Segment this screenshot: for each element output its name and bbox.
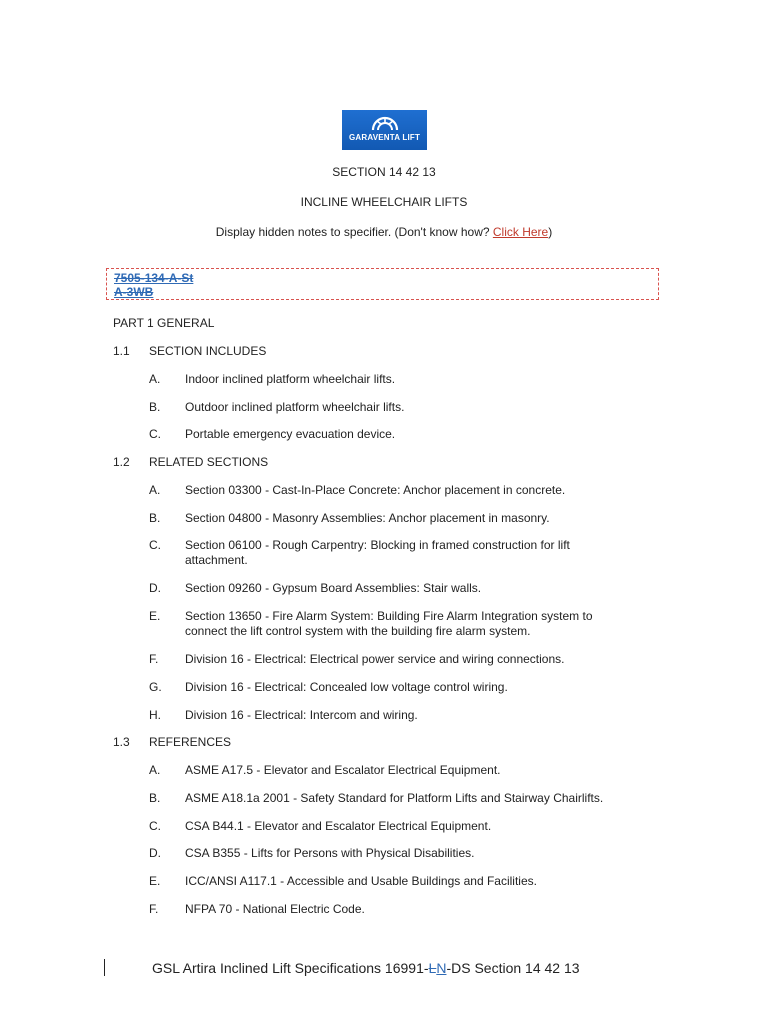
list-item-letter: B. [149, 400, 161, 414]
list-item-letter: C. [149, 819, 161, 833]
list-item: Portable emergency evacuation device. [185, 427, 396, 441]
list-item: ICC/ANSI A117.1 - Accessible and Usable Buildings and Facilities. [185, 874, 537, 888]
list-item: Outdoor inclined platform wheelchair lifts. [185, 400, 405, 414]
list-item: Section 03300 - Cast-In-Place Concrete: Anchor placement in concrete. [185, 483, 566, 497]
list-item-letter: A. [149, 763, 161, 777]
cursor-bar [104, 959, 105, 976]
list-item: Section 06100 - Rough Carpentry: Blocking in framed construction for lift attachment. [185, 538, 570, 567]
list-item-letter: E. [149, 874, 161, 888]
hidden-notes-prefix: Display hidden notes to specifier. (Don't know how? [215, 225, 493, 239]
section-1-3-title: REFERENCES [149, 735, 232, 749]
list-item-letter: C. [149, 427, 161, 441]
list-item: Section 13650 - Fire Alarm System: Building Fire Alarm Integration system to connect the lift control system with the building fire alarm system. [185, 609, 593, 638]
lift-logo-icon [370, 114, 400, 132]
section-1-3-number: 1.3 [113, 735, 130, 749]
list-item: Indoor inclined platform wheelchair lifts. [185, 372, 396, 386]
list-item: Division 16 - Electrical: Concealed low voltage control wiring. [185, 680, 508, 694]
footer-inserted-text: N [436, 960, 447, 976]
hidden-notes-line [0, 225, 768, 239]
list-item-letter: A. [149, 483, 161, 497]
list-item-letter: G. [149, 680, 162, 694]
list-item-letter: D. [149, 581, 161, 595]
footer-suffix: -DS Section 14 42 13 [446, 960, 580, 976]
list-item: Section 09260 - Gypsum Board Assemblies: Stair walls. [185, 581, 482, 595]
section-1-2-number: 1.2 [113, 455, 130, 469]
section-1-1-title: SECTION INCLUDES [149, 344, 267, 358]
list-item-letter: D. [149, 846, 161, 860]
list-item-letter: H. [149, 708, 161, 722]
list-item-letter: A. [149, 372, 161, 386]
hidden-notes-suffix: ) [548, 225, 553, 239]
section-title: INCLINE WHEELCHAIR LIFTS [300, 195, 468, 209]
list-item-letter: E. [149, 609, 161, 623]
list-item-letter: C. [149, 538, 161, 552]
list-item-letter: F. [149, 902, 159, 916]
list-item-letter: F. [149, 652, 159, 666]
revision-note-box [106, 268, 659, 300]
logo-text: GARAVENTA LIFT [348, 133, 421, 142]
list-item: Section 04800 - Masonry Assemblies: Anchor placement in masonry. [185, 511, 550, 525]
list-item: CSA B44.1 - Elevator and Escalator Electrical Equipment. [185, 819, 492, 833]
list-item: Division 16 - Electrical: Intercom and wiring. [185, 708, 418, 722]
revision-note-line1: 7505-134-A-St [114, 271, 194, 285]
list-item: NFPA 70 - National Electric Code. [185, 902, 365, 916]
list-item: ASME A18.1a 2001 - Safety Standard for Platform Lifts and Stairway Chairlifts. [185, 791, 604, 805]
garaventa-logo [342, 110, 427, 150]
list-item: Division 16 - Electrical: Electrical power service and wiring connections. [185, 652, 565, 666]
click-here-link[interactable]: Click Here [492, 225, 549, 239]
section-1-1-number: 1.1 [113, 344, 130, 358]
footer-deleted-text: L [428, 960, 437, 976]
list-item-letter: B. [149, 511, 161, 525]
footer-prefix: GSL Artira Inclined Lift Specifications 16991- [152, 960, 429, 976]
section-1-2-title: RELATED SECTIONS [149, 455, 269, 469]
footer-text [152, 960, 580, 976]
list-item-letter: B. [149, 791, 161, 805]
part1-heading: PART 1 GENERAL [113, 316, 215, 330]
list-item: CSA B355 - Lifts for Persons with Physical Disabilities. [185, 846, 475, 860]
section-number: SECTION 14 42 13 [332, 165, 436, 179]
list-item: ASME A17.5 - Elevator and Escalator Electrical Equipment. [185, 763, 501, 777]
revision-note-line2: A-3WB [114, 285, 154, 299]
